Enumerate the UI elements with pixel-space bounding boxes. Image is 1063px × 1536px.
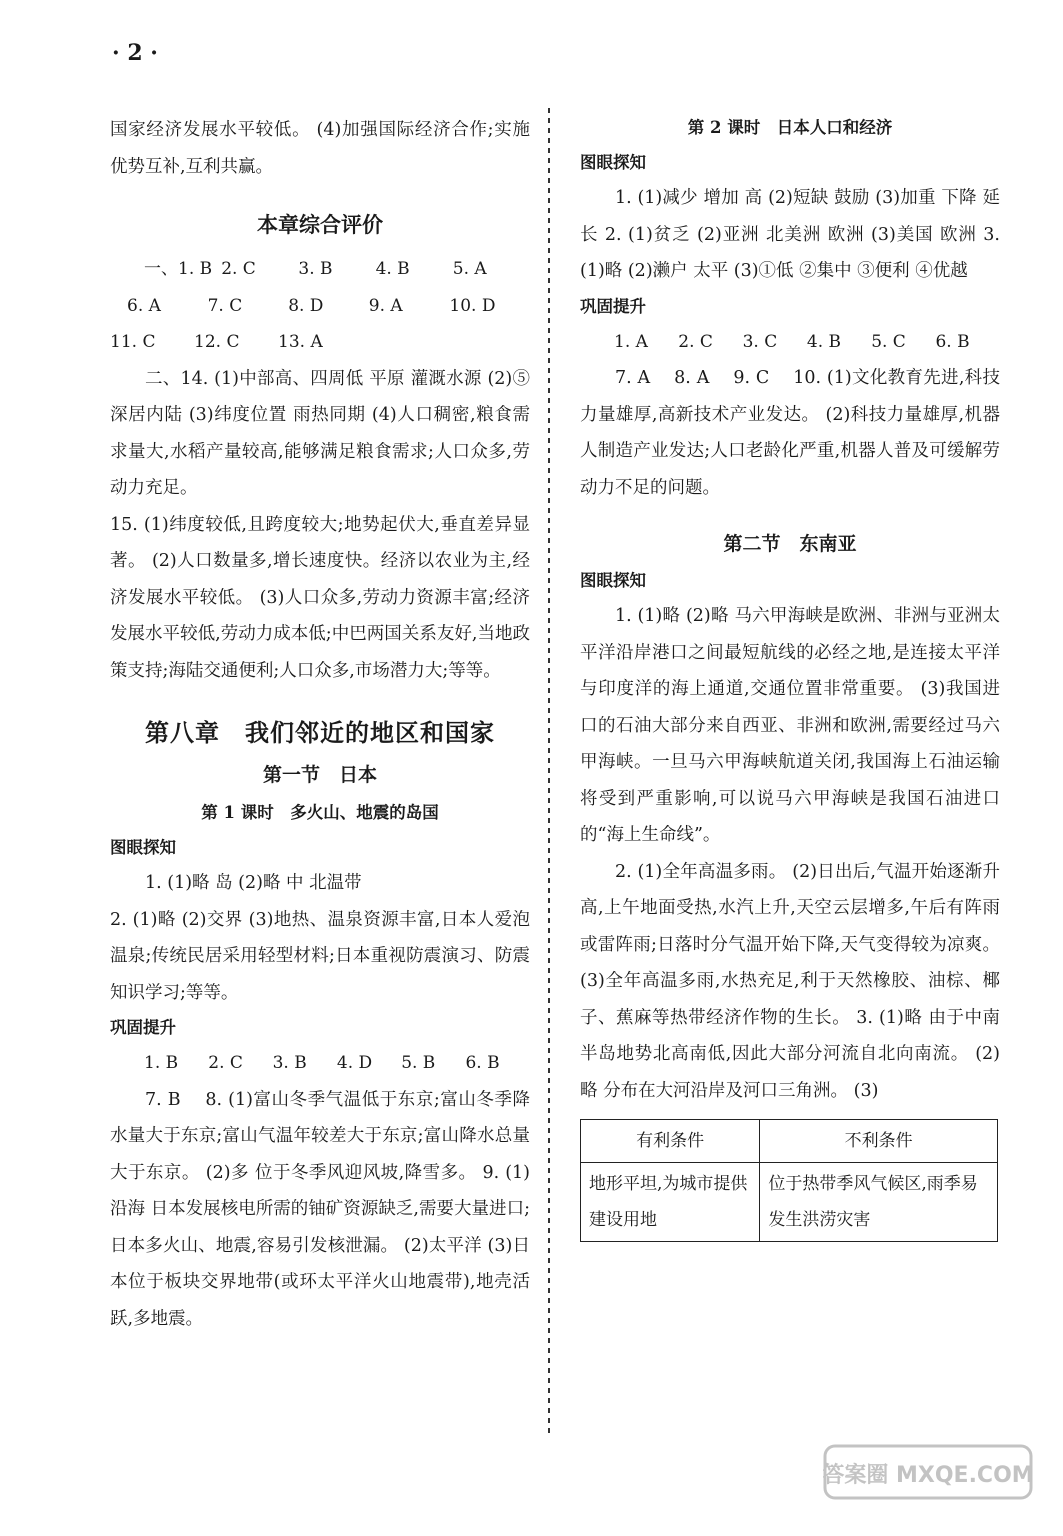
left-column — [110, 112, 530, 1337]
answer-q15: 15. (1)纬度较低,且跨度较大;地势起伏大,垂直差异显著。 (2)人口数量多,增长速度快。经济以农业为主,经济发展水平较低。 (3)人口众多,劳动力资源丰富;经济发展水平较低,劳动力成本低;中巴两国关系友好,当地政策支持;海陆交通便利;人口众多,市场潜力大;等等。 — [110, 514, 530, 681]
table-header-favorable: 有利条件 — [581, 1120, 760, 1163]
watermark-text: 答案圈 MXQE.COM — [823, 1463, 1033, 1488]
review-row-1: 一、1. B 2. C 3. B 4. B 5. A — [144, 259, 487, 279]
lesson2-answers: 1. (1)减少 增加 高 (2)短缺 鼓励 (3)加重 下降 延长 2. (1)贫乏 (2)亚洲 北美洲 欧洲 (3)美国 欧洲 3. (1)略 (2)濑户 太平 (3)①低 ②集中 ③便利 ④优越 — [580, 188, 1000, 281]
continued-answer: 国家经济发展水平较低。 (4)加强国际经济合作;实施优势互补,互利共赢。 — [110, 120, 530, 177]
page-number: · 2 · — [112, 40, 158, 66]
lesson1-rest: 7. B 8. (1)富山冬季气温低于东京;富山冬季降水量大于东京;富山气温年较差大于东京;富山降水总量大于东京。 (2)多 位于冬季风迎风坡,降雪多。 9. (1)沿海 日本发展核电所需的铀矿资源缺乏,需要大量进口;日本多火山、地震,容易引发核泄漏。 (2)太平洋 (3)日本位于板块交界地带(或环太平洋火山地震带),地壳活跃,多地震。 — [110, 1089, 530, 1329]
table-cell-unfavorable: 位于热带季风气候区,雨季易发生洪涝灾害 — [760, 1163, 998, 1242]
label-tuyan-2: 图眼探知 — [580, 153, 646, 172]
section2-title: 第二节 东南亚 — [723, 533, 857, 555]
watermark-logo — [823, 1444, 1033, 1524]
label-tuyan-3: 图眼探知 — [580, 571, 646, 590]
review-row-3: 11. C 12. C 13. A — [110, 332, 323, 352]
lesson2-title: 第 2 课时 日本人口和经济 — [687, 118, 893, 137]
lesson1-q2: 2. (1)略 (2)交界 (3)地热、温泉资源丰富,日本人爱泡温泉;传统民居采用轻型材料;日本重视防震演习、防震知识学习;等等。 — [110, 909, 530, 1003]
table-header-unfavorable: 不利条件 — [760, 1120, 998, 1163]
label-gonggu-1: 巩固提升 — [110, 1018, 176, 1037]
lesson1-q1: 1. (1)略 岛 (2)略 中 北温带 — [145, 873, 362, 893]
table-cell-favorable: 地形平坦,为城市提供建设用地 — [581, 1163, 760, 1242]
lesson2-rest: 7. A 8. A 9. C 10. (1)文化教育先进,科技力量雄厚,高新技术产业发达。 (2)科技力量雄厚,机器人制造产业发达;人口老龄化严重,机器人普及可缓解劳动力不足的问题。 — [580, 368, 1000, 498]
chapter-title: 第八章 我们邻近的地区和国家 — [145, 719, 495, 747]
section2-q1: 1. (1)略 (2)略 马六甲海峡是欧洲、非洲与亚洲太平洋沿岸港口之间最短航线的必经之地,是连接太平洋与印度洋的海上通道,交通位置非常重要。 (3)我国进口的石油大部分来自西亚、非洲和欧洲,需要经过马六甲海峡。一旦马六甲海峡航道关闭,我国海上石油运输将受到严重影响,可以说马六甲海峡是我国石油进口的“海上生命线”。 — [580, 606, 1000, 845]
review-row-2: 6. A 7. C 8. D 9. A 10. D — [127, 295, 496, 316]
column-divider — [545, 108, 555, 1438]
right-column — [580, 112, 1000, 1242]
label-tuyan-1: 图眼探知 — [110, 838, 176, 857]
review-title: 本章综合评价 — [257, 213, 383, 237]
conditions-table — [580, 1119, 998, 1242]
lesson1-mc-row: 1. B 2. C 3. B 4. D 5. B 6. B — [144, 1053, 500, 1073]
answer-q14: 二、14. (1)中部高、四周低 平原 灌溉水源 (2)⑤ 深居内陆 (3)纬度位置 雨热同期 (4)人口稠密,粮食需求量大,水稻产量较高,能够满足粮食需求;人口众多,劳动力充足。 — [110, 368, 530, 498]
label-gonggu-2: 巩固提升 — [580, 296, 646, 316]
lesson2-mc-row: 1. A 2. C 3. C 4. B 5. C 6. B — [614, 331, 970, 352]
section2-q2: 2. (1)全年高温多雨。 (2)日出后,气温开始逐渐升高,上午地面受热,水汽上升,天空云层增多,午后有阵雨或雷阵雨;日落时分气温开始下降,天气变得较为凉爽。 (3)全年高温多雨,水热充足,利于天然橡胶、油棕、椰子、蕉麻等热带经济作物的生长。 3. (1)略 由于中南半岛地势北高南低,因此大部分河流自北向南流。 (2)略 分布在大河沿岸及河口三角洲。 (3) — [580, 861, 1000, 1101]
section1-title: 第一节 日本 — [262, 764, 377, 786]
lesson1-title: 第 1 课时 多火山、地震的岛国 — [201, 803, 439, 822]
